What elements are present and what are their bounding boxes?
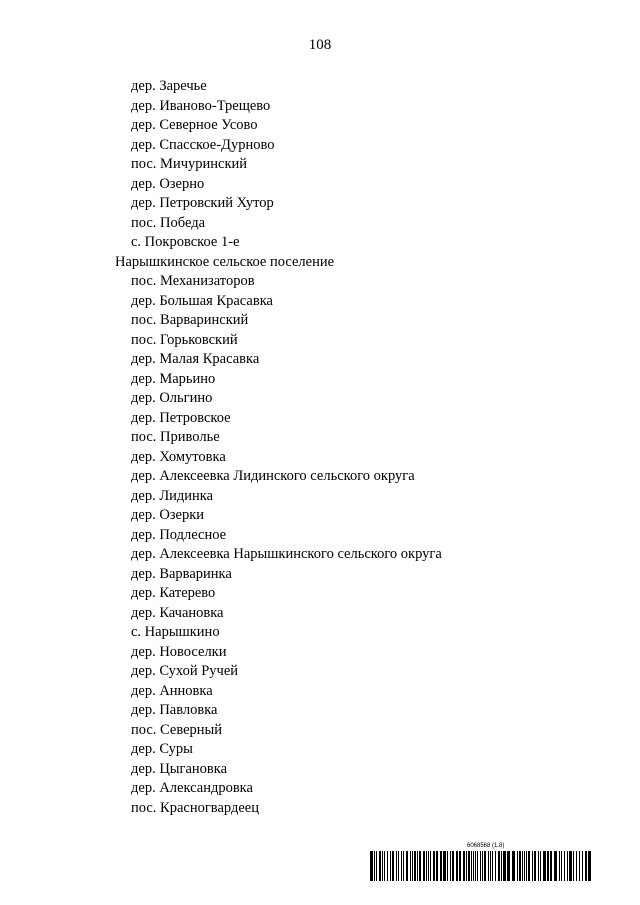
settlement-item: пос. Горьковский bbox=[131, 331, 238, 348]
barcode-bar bbox=[540, 851, 541, 881]
barcode-bar bbox=[519, 851, 521, 881]
settlement-item: дер. Озерки bbox=[131, 507, 205, 523]
settlement-item: пос. Механизаторов bbox=[131, 273, 255, 289]
barcode-bar bbox=[390, 851, 391, 881]
barcode-bar bbox=[534, 851, 536, 881]
barcode-bar bbox=[374, 851, 375, 881]
barcode-bar bbox=[538, 851, 539, 881]
barcode-bar bbox=[450, 851, 451, 881]
settlement-item: дер. Иваново-Трещево bbox=[131, 97, 271, 114]
barcode-bar bbox=[412, 851, 413, 881]
barcode-bar bbox=[376, 851, 377, 881]
barcode-bar bbox=[490, 851, 491, 881]
barcode-bar bbox=[585, 851, 587, 881]
barcode-bar bbox=[392, 851, 394, 881]
barcode-bar bbox=[370, 851, 373, 881]
barcode-bar bbox=[477, 851, 478, 881]
barcode-bar bbox=[517, 851, 518, 881]
barcode-bar bbox=[423, 851, 425, 881]
barcode-bar bbox=[475, 851, 476, 881]
barcode-bar bbox=[426, 851, 427, 881]
barcode-label: 6068568 (1.8) bbox=[467, 843, 505, 849]
barcode-bar bbox=[503, 851, 506, 881]
barcode-bar bbox=[440, 851, 442, 881]
settlement-item: дер. Ольгино bbox=[131, 390, 213, 406]
barcode-bar bbox=[579, 851, 580, 881]
barcode-bar bbox=[576, 851, 577, 881]
settlement-item: дер. Малая Красавка bbox=[131, 351, 260, 367]
settlement-item: дер. Заречье bbox=[131, 78, 207, 94]
settlement-item: дер. Петровский Хутор bbox=[131, 195, 274, 211]
settlement-item: пос. Красногвардеец bbox=[131, 799, 259, 816]
barcode-bar bbox=[480, 851, 481, 881]
settlement-item: дер. Озерно bbox=[131, 175, 205, 192]
barcode-bar bbox=[382, 851, 383, 881]
barcode-bar bbox=[443, 851, 446, 881]
barcode-bar bbox=[433, 851, 435, 881]
barcode-bar bbox=[547, 851, 549, 881]
barcode-bar bbox=[410, 851, 411, 881]
barcode-bar bbox=[522, 851, 523, 881]
barcode-bar bbox=[473, 851, 474, 881]
page-number: 108 bbox=[308, 37, 332, 53]
barcode-bar bbox=[468, 851, 470, 881]
barcode-bar bbox=[550, 851, 552, 881]
barcode-bar bbox=[428, 851, 429, 881]
barcode-bar bbox=[456, 851, 458, 881]
barcode-bar bbox=[561, 851, 562, 881]
settlement-item: с. Нарышкино bbox=[131, 624, 220, 640]
barcode-bar bbox=[492, 851, 493, 881]
settlement-item: дер. Новоселки bbox=[131, 643, 227, 660]
barcode-bar bbox=[528, 851, 530, 881]
barcode-bar bbox=[495, 851, 496, 881]
settlement-item: пос. Победа bbox=[131, 214, 206, 231]
barcode-bar bbox=[419, 851, 421, 881]
barcode-bar bbox=[559, 851, 560, 881]
barcode-bar bbox=[466, 851, 467, 881]
settlement-item: дер. Качановка bbox=[131, 604, 224, 621]
barcode-bar bbox=[396, 851, 397, 881]
barcode-bar bbox=[398, 851, 399, 881]
barcode-bar bbox=[482, 851, 483, 881]
barcode-bar bbox=[588, 851, 591, 881]
barcode-bar bbox=[507, 851, 510, 881]
settlement-item: дер. Сухой Ручей bbox=[131, 663, 239, 679]
settlement-item: дер. Северное Усово bbox=[131, 117, 258, 133]
settlement-item: пос. Северный bbox=[131, 721, 223, 738]
settlement-list bbox=[0, 77, 640, 818]
district-heading: Нарышкинское сельское поселение bbox=[115, 253, 335, 270]
settlement-item: дер. Суры bbox=[131, 741, 193, 757]
barcode-bar bbox=[512, 851, 515, 881]
settlement-item: дер. Павловка bbox=[131, 702, 218, 718]
barcode-bar bbox=[387, 851, 388, 881]
barcode-bar bbox=[484, 851, 486, 881]
barcode-bar bbox=[384, 851, 385, 881]
settlement-item: с. Покровское 1-е bbox=[131, 234, 240, 250]
barcode-graphic bbox=[370, 851, 592, 881]
settlement-item: дер. Алексеевка Лидинского сельского округа bbox=[131, 468, 415, 484]
barcode-bar bbox=[471, 851, 472, 881]
barcode-bar bbox=[573, 851, 574, 881]
barcode-bar bbox=[459, 851, 461, 881]
barcode-bar bbox=[403, 851, 404, 881]
settlement-item: пос. Варваринский bbox=[131, 312, 249, 328]
barcode-bar bbox=[554, 851, 557, 881]
barcode-bar bbox=[488, 851, 489, 881]
barcode-bar bbox=[430, 851, 431, 881]
barcode-bar bbox=[452, 851, 454, 881]
settlement-item: дер. Спасское-Дурново bbox=[131, 136, 275, 153]
settlement-item: пос. Приволье bbox=[131, 429, 220, 445]
settlement-item: дер. Большая Красавка bbox=[131, 292, 273, 309]
settlement-item: дер. Цыгановка bbox=[131, 760, 228, 777]
barcode-bar bbox=[532, 851, 533, 881]
barcode-bar bbox=[447, 851, 448, 881]
settlement-item: дер. Петровское bbox=[131, 409, 231, 426]
barcode-bar bbox=[379, 851, 381, 881]
settlement-item: дер. Алексеевка Нарышкинского сельского округа bbox=[131, 546, 442, 562]
settlement-item: пос. Мичуринский bbox=[131, 156, 248, 172]
barcode-bar bbox=[406, 851, 408, 881]
barcode-bar bbox=[436, 851, 438, 881]
settlement-item: дер. Анновка bbox=[131, 682, 213, 699]
barcode-bar bbox=[501, 851, 502, 881]
barcode-bar bbox=[564, 851, 565, 881]
settlement-item: дер. Варваринка bbox=[131, 565, 232, 582]
barcode-bar bbox=[524, 851, 525, 881]
settlement-item: дер. Подлесное bbox=[131, 526, 227, 543]
barcode-bar bbox=[543, 851, 546, 881]
settlement-item: дер. Александровка bbox=[131, 780, 253, 796]
barcode-bar bbox=[401, 851, 402, 881]
barcode-bar bbox=[582, 851, 583, 881]
barcode-bar bbox=[567, 851, 568, 881]
document-barcode bbox=[370, 843, 592, 881]
settlement-item: дер. Катерево bbox=[131, 585, 216, 601]
settlement-item: дер. Марьино bbox=[131, 370, 216, 387]
settlement-item: дер. Хомутовка bbox=[131, 448, 226, 465]
barcode-bar bbox=[498, 851, 500, 881]
barcode-bar bbox=[414, 851, 416, 881]
barcode-bar bbox=[569, 851, 572, 881]
barcode-bar bbox=[417, 851, 418, 881]
settlement-item: дер. Лидинка bbox=[131, 487, 214, 504]
barcode-bar bbox=[526, 851, 527, 881]
barcode-bar bbox=[463, 851, 465, 881]
